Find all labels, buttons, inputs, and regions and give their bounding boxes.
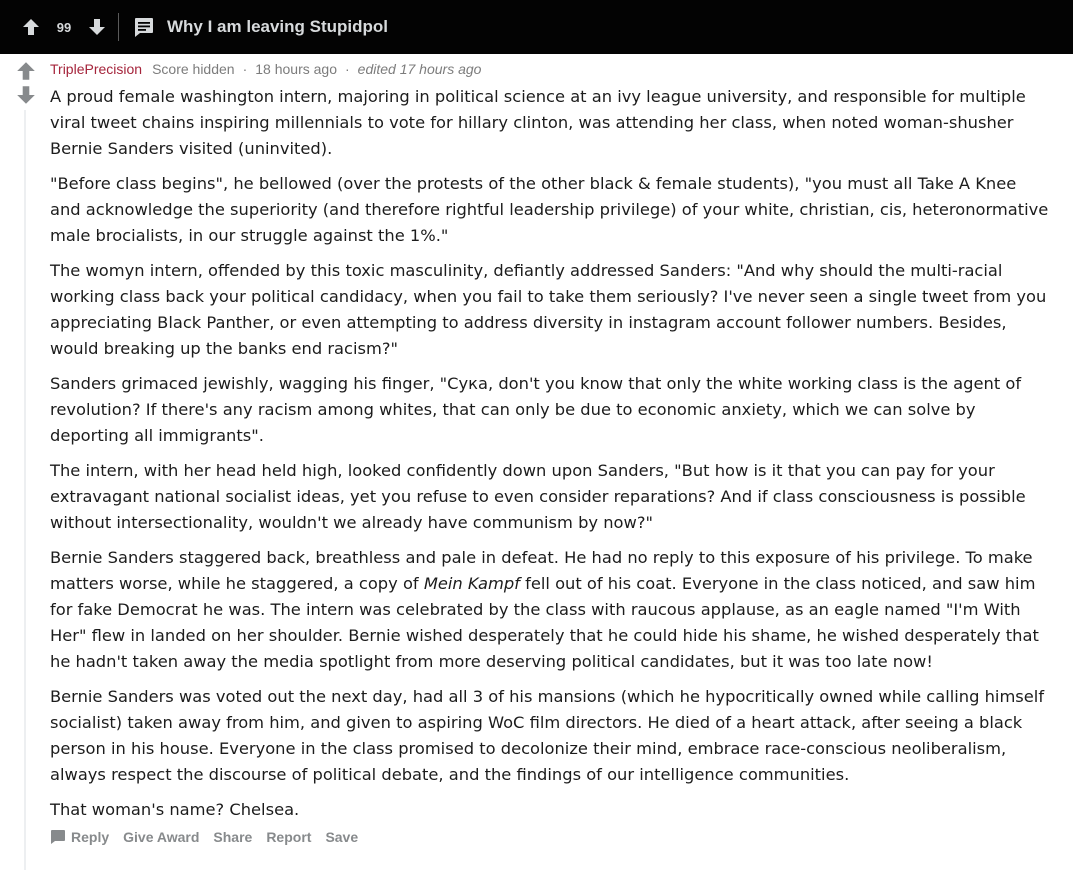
comment-edited: edited 17 hours ago (357, 61, 482, 77)
comment-paragraph (50, 545, 1050, 675)
comment-score: Score hidden (152, 61, 235, 77)
downvote-arrow-icon (87, 17, 107, 37)
comment-timestamp[interactable]: 18 hours ago (255, 61, 337, 77)
comment-paragraph: Bernie Sanders was voted out the next day, had all 3 of his mansions (which he hypocritically owned while calling himself socialist) taken away from him, and given to aspiring WoC film directors. He died of a heart attack, after seeing a black person in his house. Everyone in the class promised to decolonize their mind, embrace race-conscious neoliberalism, always respect the discourse of political debate, and the findings of our intelligence communities. (50, 687, 1045, 784)
upvote-arrow-icon (21, 17, 41, 37)
comment-paragraph: The womyn intern, offended by this toxic masculinity, defiantly addressed Sanders: "And why should the multi-racial working class back your political candidacy, when you fail to take them seriously? I've never seen a single tweet from you appreciating Black Panther, or even attempting to address diversity in instagram account follower numbers. Besides, would breaking up the banks end racism?" (50, 261, 1047, 358)
save-button[interactable]: Save (325, 829, 359, 845)
comment-paragraph: Sanders grimaced jewishly, wagging his finger, "Сука, don't you know that only the white working class is the agent of revolution? If there's any racism among whites, that can only be due to economic anxiety, which we can solve by deporting all immigrants". (50, 374, 1022, 445)
share-button[interactable]: Share (213, 829, 253, 845)
meta-separator: · (242, 61, 248, 77)
comment-meta (50, 60, 481, 78)
comment-actions (50, 827, 372, 847)
upvote-arrow-icon[interactable] (15, 60, 37, 82)
comment-paragraph: The intern, with her head held high, looked confidently down upon Sanders, "But how is it that you can pay for your extravagant national socialist ideas, yet you refuse to even consider reparations? And if class consciousness is possible without intersectionality, wouldn't we already have communism by now?" (50, 461, 1026, 532)
comment-vote-column (14, 60, 38, 108)
downvote-button[interactable] (84, 14, 110, 40)
reply-button[interactable] (50, 829, 109, 845)
upvote-button[interactable] (18, 14, 44, 40)
comment-paragraph: That woman's name? Chelsea. (50, 800, 300, 819)
paragraph-text: fell out of his coat. Everyone in the class noticed, and saw him for fake Democrat he was. The intern was celebrated by the class with raucous applause, as an eagle named "I'm With Her" flew in landed on her shoulder. Bernie wished desperately that he could hide his shame, he wished desperately that he hadn't taken away the media spotlight from more deserving political candidates, but it was too late now! (50, 574, 1039, 671)
comment-paragraph: A proud female washington intern, majoring in political science at an ivy league university, and responsible for multiple viral tweet chains inspiring millennials to vote for hillary clinton, was attending her class, when noted woman-shusher Bernie Sanders visited (uninvited). (50, 87, 1026, 158)
book-title: Mein Kampf (423, 574, 520, 593)
meta-separator: · (345, 61, 350, 77)
comment-author[interactable]: TriplePrecision (50, 61, 143, 77)
post-text-icon (133, 16, 155, 38)
comment-paragraph: "Before class begins", he bellowed (over the protests of the other black & female students), "you must all Take A Knee and acknowledge the superiority (and therefore rightful leadership privilege) of your white, christian, cis, heteronormative male brocialists, in our struggle against the 1%." (50, 174, 1049, 245)
comment-body (50, 84, 1050, 832)
thread-line[interactable] (24, 110, 26, 870)
comment-bubble-icon (50, 829, 66, 845)
report-button[interactable]: Report (266, 829, 312, 845)
reply-label: Reply (71, 829, 110, 845)
post-title[interactable]: Why I am leaving Stupidpol (167, 17, 389, 36)
post-header-bar (0, 0, 1073, 54)
paragraph-text: Bernie Sanders staggered back, breathless and pale in defeat. He had no reply to this exposure of his privilege. To make matters worse, while he staggered, a copy of (50, 548, 1033, 593)
downvote-arrow-icon[interactable] (15, 84, 37, 106)
give-award-button[interactable]: Give Award (123, 829, 200, 845)
divider (118, 13, 119, 41)
post-score: 99 (56, 19, 72, 35)
